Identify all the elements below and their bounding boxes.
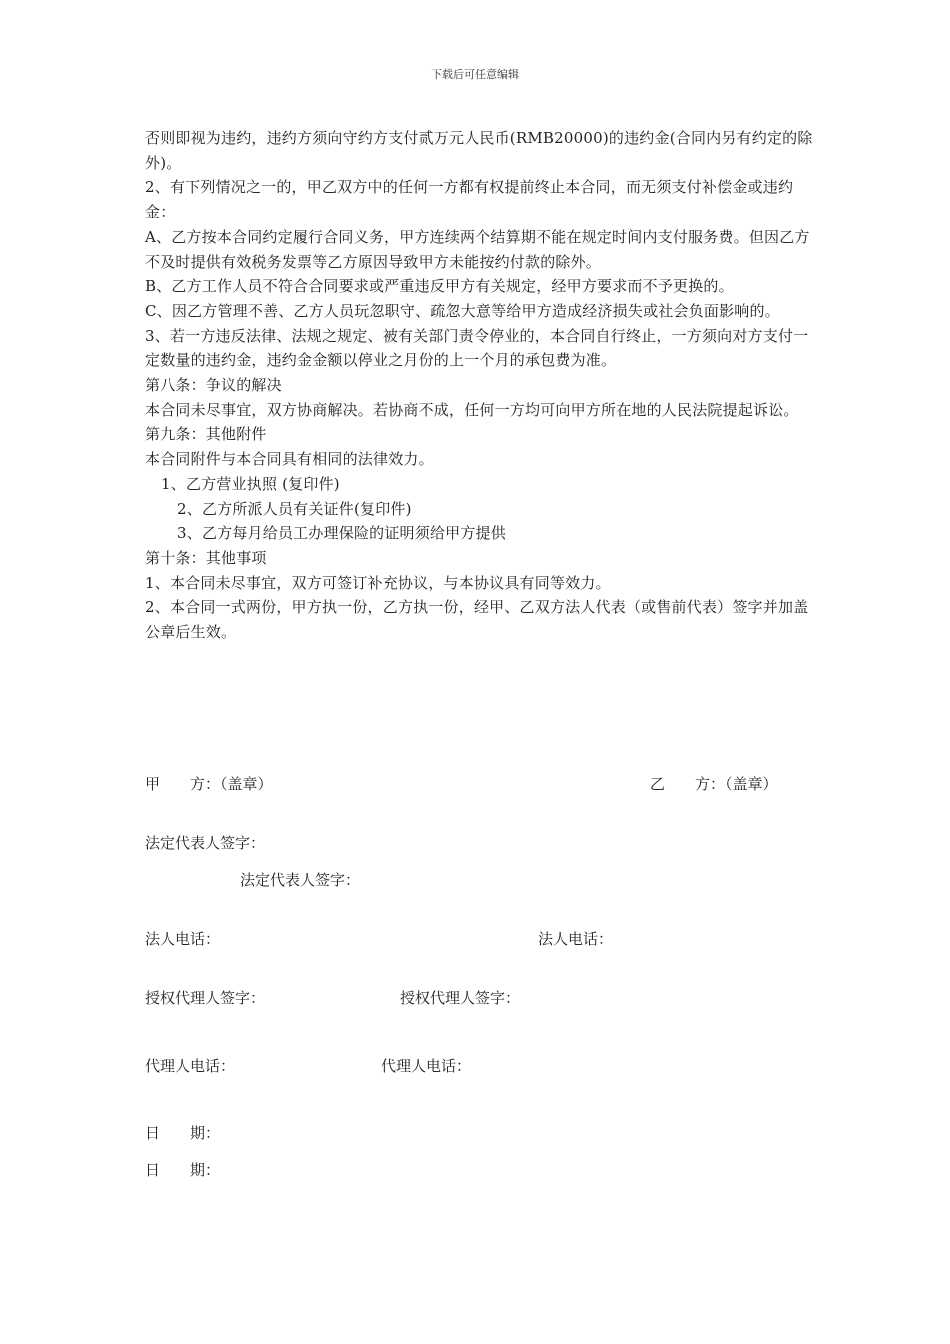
section-heading: 第九条：其他附件 (145, 425, 267, 444)
paragraph: 2、本合同一式两份，甲方执一份，乙方执一份，经甲、乙双方法人代表（或售前代表）签字并加盖公章后生效。 (145, 598, 809, 642)
party-a-date: 日 期： (145, 1124, 221, 1142)
paragraph: C、因乙方管理不善、乙方人员玩忽职守、疏忽大意等给甲方造成经济损失或社会负面影响的。 (145, 301, 780, 320)
party-a-agent-phone: 代理人电话： (145, 1057, 236, 1075)
section-heading: 第八条：争议的解决 (145, 376, 282, 395)
party-a-agent-signature: 授权代理人签字： (145, 989, 266, 1007)
paragraph: A、乙方按本合同约定履行合同义务，甲方连续两个结算期不能在规定时间内支付服务费。但因乙方不及时提供有效税务发票等乙方原因导致甲方未能按约付款的除外。 (145, 227, 810, 271)
party-b-seal: 乙 方：（盖章） (650, 775, 778, 793)
paragraph: 本合同未尽事宜，双方协商解决。若协商不成，任何一方均可向甲方所在地的人民法院提起诉讼。 (145, 400, 799, 419)
party-a-seal: 甲 方：（盖章） (145, 775, 273, 793)
attachment-item: 3、乙方每月给员工办理保险的证明须给甲方提供 (177, 524, 506, 543)
paragraph: 1、本合同未尽事宜，双方可签订补充协议，与本协议具有同等效力。 (145, 573, 611, 592)
section-heading: 第十条：其他事项 (145, 548, 267, 567)
attachment-item: 2、乙方所派人员有关证件(复印件) (177, 499, 412, 518)
contract-body (145, 126, 817, 645)
page-header: 下载后可任意编辑 (431, 68, 519, 81)
paragraph: 本合同附件与本合同具有相同的法律效力。 (145, 450, 434, 469)
party-b-agent-phone: 代理人电话： (381, 1057, 472, 1075)
paragraph: 3、若一方违反法律、法规之规定、被有关部门责令停业的，本合同自行终止，一方须向对方支付一定数量的违约金，违约金金额以停业之月份的上一个月的承包费为准。 (145, 326, 809, 370)
party-a-legal-phone: 法人电话： (145, 930, 221, 948)
paragraph: B、乙方工作人员不符合合同要求或严重违反甲方有关规定，经甲方要求而不予更换的。 (145, 277, 734, 296)
party-a-legal-rep-signature: 法定代表人签字： (145, 834, 266, 852)
party-b-date: 日 期： (145, 1161, 221, 1179)
paragraph: 否则即视为违约，违约方须向守约方支付贰万元人民币(RMB20000)的违约金(合同内另有约定的除外)。 (145, 129, 813, 172)
attachment-item: 1、乙方营业执照 (复印件) (161, 474, 340, 493)
party-b-legal-rep-signature: 法定代表人签字： (240, 871, 361, 889)
paragraph: 2、有下列情况之一的，甲乙双方中的任何一方都有权提前终止本合同，而无须支付补偿金或违约金： (145, 178, 794, 222)
party-b-agent-signature: 授权代理人签字： (400, 989, 521, 1007)
party-b-legal-phone: 法人电话： (538, 930, 614, 948)
